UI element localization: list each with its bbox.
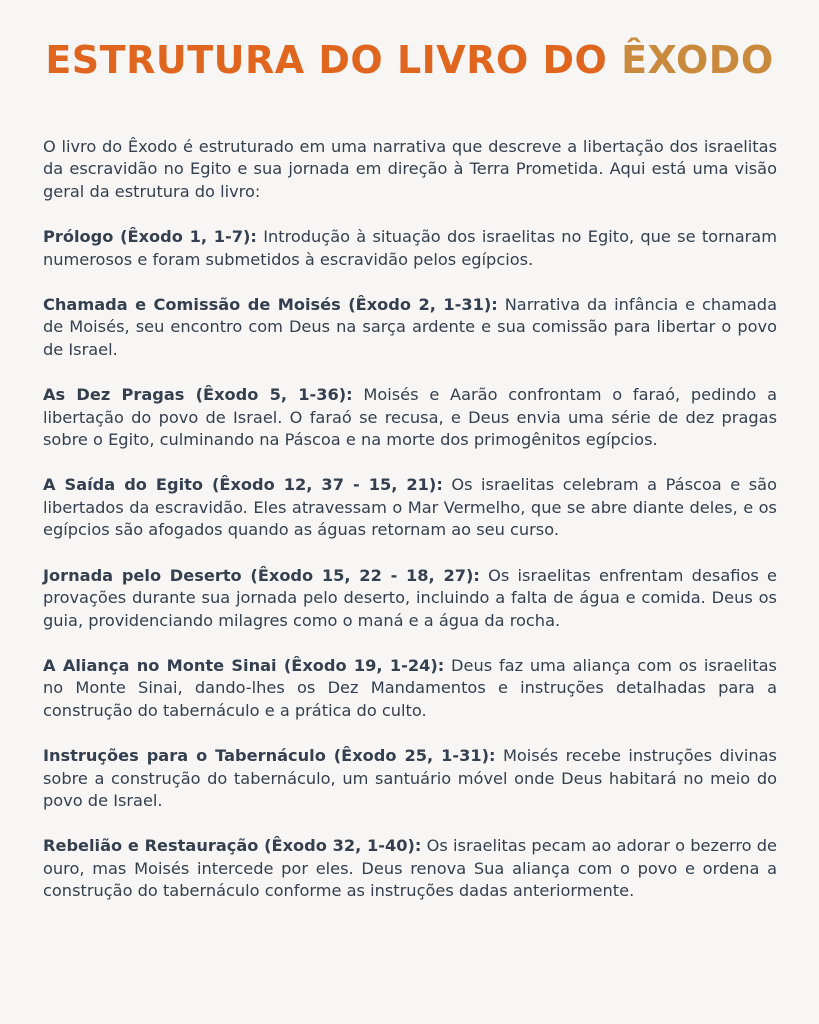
section-tabernaculo xyxy=(43,745,777,812)
section-rebeliao xyxy=(43,835,777,902)
section-text: Introdução à situação dos israelitas no Egito, que se tornaram numerosos e foram submetidos à escravidão pelos egípcios. xyxy=(43,227,777,269)
section-text: Narrativa da infância e chamada de Moisés, seu encontro com Deus na sarça ardente e sua comissão para libertar o povo de Israel. xyxy=(43,295,777,359)
section-alianca-sinai xyxy=(43,655,777,722)
section-heading: Instruções para o Tabernáculo (Êxodo 25, 1-31): xyxy=(43,746,496,766)
page-title xyxy=(0,36,819,84)
section-heading: A Saída do Egito (Êxodo 12, 37 - 15, 21): xyxy=(43,475,443,495)
section-dez-pragas xyxy=(43,384,777,451)
section-prologo xyxy=(43,226,777,271)
section-heading: Rebelião e Restauração (Êxodo 32, 1-40): xyxy=(43,836,422,856)
section-text: Os israelitas enfrentam desafios e provações durante sua jornada pelo deserto, incluindo a falta de água e comida. Deus os guia, providenciando milagres como o maná e a água da rocha. xyxy=(43,565,778,630)
section-heading: Prólogo (Êxodo 1, 1-7): xyxy=(43,227,257,247)
section-saida-egito xyxy=(43,474,777,541)
section-heading: Jornada pelo Deserto (Êxodo 15, 22 - 18, 27): xyxy=(43,565,480,585)
document-body xyxy=(43,136,777,926)
section-text: Os israelitas celebram a Páscoa e são libertados da escravidão. Eles atravessam o Mar Vermelho, que se abre diante deles, e os egípcios são afogados quando as águas retornam ao seu curso. xyxy=(43,475,777,540)
section-heading: As Dez Pragas (Êxodo 5, 1-36): xyxy=(43,385,353,405)
section-text: Moisés e Aarão confrontam o faraó, pedindo a libertação do povo de Israel. O faraó se recusa, e Deus envia uma série de dez pragas sobre o Egito, culminando na Páscoa e na morte dos primogênitos egípcios. xyxy=(43,385,777,450)
section-chamada xyxy=(43,294,777,361)
section-heading: Chamada e Comissão de Moisés (Êxodo 2, 1-31): xyxy=(43,295,498,315)
section-heading: A Aliança no Monte Sinai (Êxodo 19, 1-24): xyxy=(43,655,445,675)
intro-paragraph: O livro do Êxodo é estruturado em uma narrativa que descreve a libertação dos israelitas da escravidão no Egito e sua jornada em direção à Terra Prometida. Aqui está uma visão geral da estrutura do livro: xyxy=(43,137,777,201)
section-jornada-deserto xyxy=(43,565,777,632)
section-text: Deus faz uma aliança com os israelitas no Monte Sinai, dando-lhes os Dez Mandamentos e instruções detalhadas para a construção do tabernáculo e a prática do culto. xyxy=(43,655,777,720)
title-highlight: ÊXODO xyxy=(621,38,774,82)
section-text: Os israelitas pecam ao adorar o bezerro de ouro, mas Moisés intercede por eles. Deus renova Sua aliança com o povo e ordena a construção do tabernáculo conforme as instruções dadas anteriormente. xyxy=(43,836,778,901)
section-text: Moisés recebe instruções divinas sobre a construção do tabernáculo, um santuário móvel onde Deus habitará no meio do povo de Israel. xyxy=(43,746,777,810)
title-main: ESTRUTURA DO LIVRO DO xyxy=(45,38,608,82)
